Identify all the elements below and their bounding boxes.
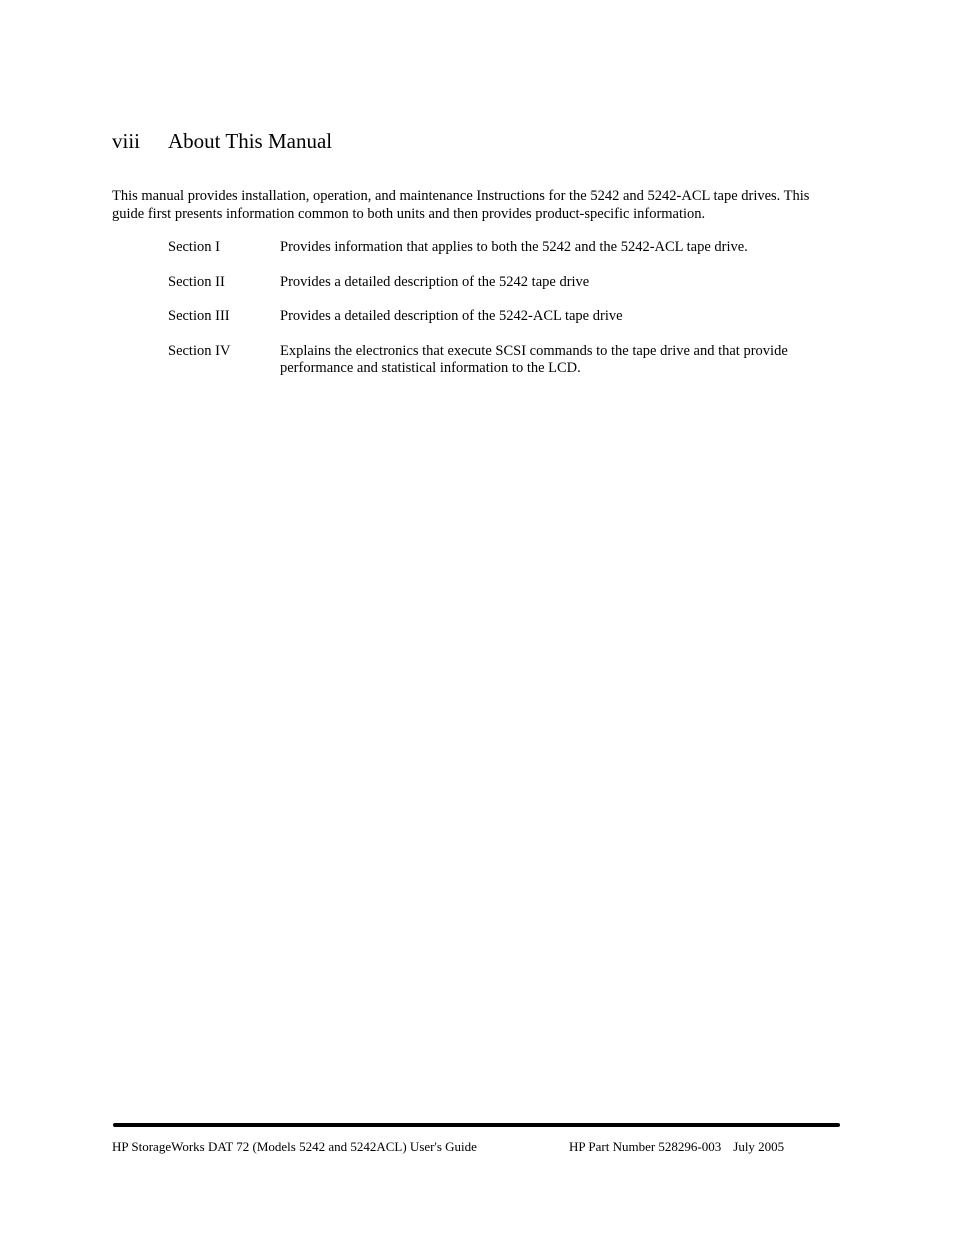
section-description: Explains the electronics that execute SCSI commands to the tape drive and that provide performance and statistical information to the LCD. — [280, 342, 788, 376]
footer-divider — [113, 1123, 840, 1127]
section-list — [168, 239, 848, 395]
page-title: About This Manual — [168, 129, 333, 153]
footer-part-info — [569, 1139, 784, 1155]
section-label: Section III — [168, 308, 230, 324]
section-description: Provides information that applies to both the 5242 and the 5242-ACL tape drive. — [280, 239, 748, 255]
footer-date: July 2005 — [733, 1139, 785, 1154]
section-description: Provides a detailed description of the 5242-ACL tape drive — [280, 308, 623, 324]
section-item — [168, 343, 848, 378]
section-label: Section II — [168, 273, 225, 290]
section-item — [168, 274, 848, 292]
section-item — [168, 239, 848, 257]
section-description: Provides a detailed description of the 5242 tape drive — [280, 273, 590, 290]
section-item — [168, 308, 848, 326]
section-label: Section I — [168, 239, 220, 255]
footer-guide-title: HP StorageWorks DAT 72 (Models 5242 and 5242ACL) User's Guide — [112, 1139, 477, 1154]
section-label: Section IV — [168, 342, 231, 359]
footer-part-number: HP Part Number 528296-003 — [569, 1139, 722, 1154]
page-heading — [112, 128, 332, 154]
page-number: viii — [112, 129, 141, 153]
intro-paragraph: This manual provides installation, operation, and maintenance Instructions for the 5242 and 5242-ACL tape drives. This guide first presents information common to both units and then provides product-specific information. — [112, 188, 810, 222]
